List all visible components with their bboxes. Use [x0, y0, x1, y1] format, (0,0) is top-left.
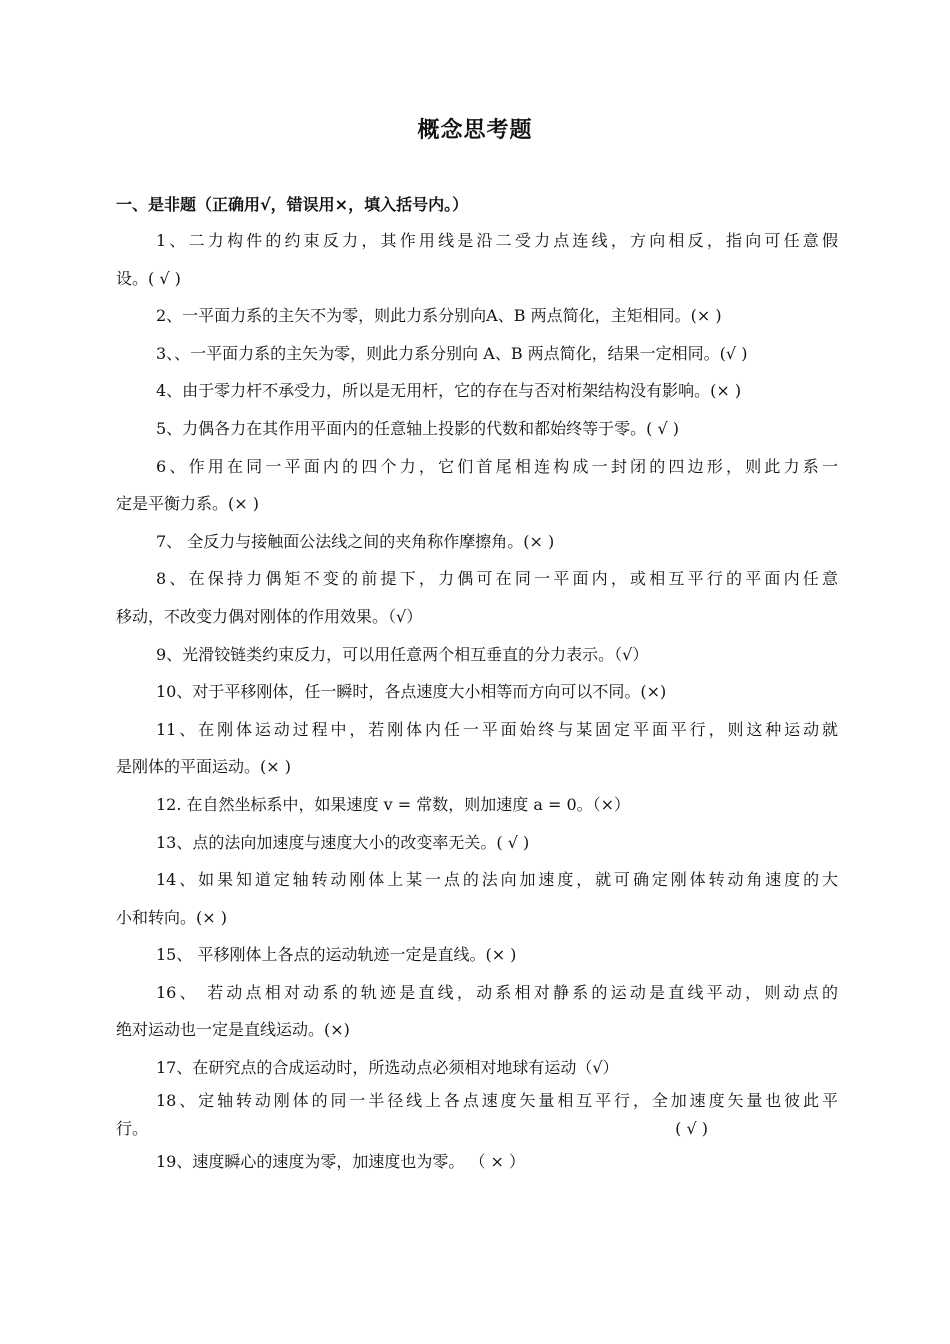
question-18-answer: ( √ ) [675, 1118, 708, 1138]
question-15-line1: 15、 平移刚体上各点的运动轨迹一定是直线。(× ) [156, 945, 517, 965]
question-16-line1: 16、 若动点相对动系的轨迹是直线，动系相对静系的运动是直线平动，则动点的 [156, 982, 838, 1002]
question-18-line2-text: 行。 [116, 1118, 149, 1138]
question-1 [116, 222, 838, 297]
question-12-line1: 12. 在自然坐标系中，如果速度 v = 常数，则加速度 a = 0。（×） [156, 794, 631, 814]
question-5-line1: 5、力偶各力在其作用平面内的任意轴上投影的代数和都始终等于零。( √ ) [156, 418, 680, 438]
question-11 [116, 711, 838, 786]
question-13 [116, 824, 838, 862]
question-17-line1: 17、在研究点的合成运动时，所选动点必须相对地球有运动（√） [156, 1058, 619, 1078]
question-14-line2: 小和转向。(× ) [116, 907, 227, 927]
question-11-line2: 是刚体的平面运动。(× ) [116, 757, 291, 777]
question-7-line1: 7、 全反力与接触面公法线之间的夹角称作摩擦角。(× ) [156, 531, 555, 551]
question-19 [116, 1143, 838, 1181]
question-2-line1: 2、一平面力系的主矢不为零，则此力系分别向A、B 两点简化，主矩相同。(× ) [156, 306, 722, 326]
section-heading: 一、是非题（正确用√，错误用×，填入括号内。） [116, 195, 469, 214]
question-6 [116, 448, 838, 523]
question-list [116, 222, 838, 1180]
question-8 [116, 560, 838, 635]
question-18 [116, 1087, 838, 1143]
question-8-line1: 8、在保持力偶矩不变的前提下，力偶可在同一平面内，或相互平行的平面内任意 [156, 569, 838, 589]
question-15 [116, 936, 838, 974]
question-17 [116, 1049, 838, 1087]
page-title: 概念思考题 [417, 118, 533, 143]
question-16-line2: 绝对运动也一定是直线运动。(×) [116, 1020, 350, 1040]
question-4-line1: 4、由于零力杆不承受力，所以是无用杆，它的存在与否对桁架结构没有影响。(× ) [156, 381, 742, 401]
question-14-line1: 14、如果知道定轴转动刚体上某一点的法向加速度，就可确定刚体转动角速度的大 [156, 870, 838, 890]
question-16 [116, 974, 838, 1049]
question-11-line1: 11、在刚体运动过程中，若刚体内任一平面始终与某固定平面平行，则这种运动就 [156, 719, 838, 739]
question-8-line2: 移动，不改变力偶对刚体的作用效果。（√） [116, 606, 423, 626]
question-7 [116, 523, 838, 561]
question-13-line1: 13、点的法向加速度与速度大小的改变率无关。( √ ) [156, 832, 530, 852]
question-10 [116, 673, 838, 711]
question-3-line1: 3、、一平面力系的主矢为零，则此力系分别向 A、B 两点简化，结果一定相同。(√ ) [156, 343, 748, 363]
question-6-line2: 定是平衡力系。(× ) [116, 494, 259, 514]
question-10-line1: 10、对于平移刚体，任一瞬时，各点速度大小相等而方向可以不同。(×) [156, 682, 667, 702]
question-18-line1: 18、定轴转动刚体的同一半径线上各点速度矢量相互平行，全加速度矢量也彼此平 [156, 1090, 838, 1110]
question-2 [116, 297, 838, 335]
question-5 [116, 410, 838, 448]
question-1-line2: 设。( √ ) [116, 268, 181, 288]
question-9-line1: 9、光滑铰链类约束反力，可以用任意两个相互垂直的分力表示。（√） [156, 644, 649, 664]
question-9 [116, 636, 838, 674]
question-4 [116, 372, 838, 410]
question-6-line1: 6、作用在同一平面内的四个力，它们首尾相连构成一封闭的四边形，则此力系一 [156, 456, 838, 476]
question-12 [116, 786, 838, 824]
question-1-line1: 1、二力构件的约束反力，其作用线是沿二受力点连线，方向相反，指向可任意假 [156, 231, 838, 250]
question-3 [116, 335, 838, 373]
question-14 [116, 861, 838, 936]
question-18-line2 [116, 1115, 838, 1143]
question-19-line1: 19、速度瞬心的速度为零，加速度也为零。 （ × ） [156, 1151, 526, 1171]
